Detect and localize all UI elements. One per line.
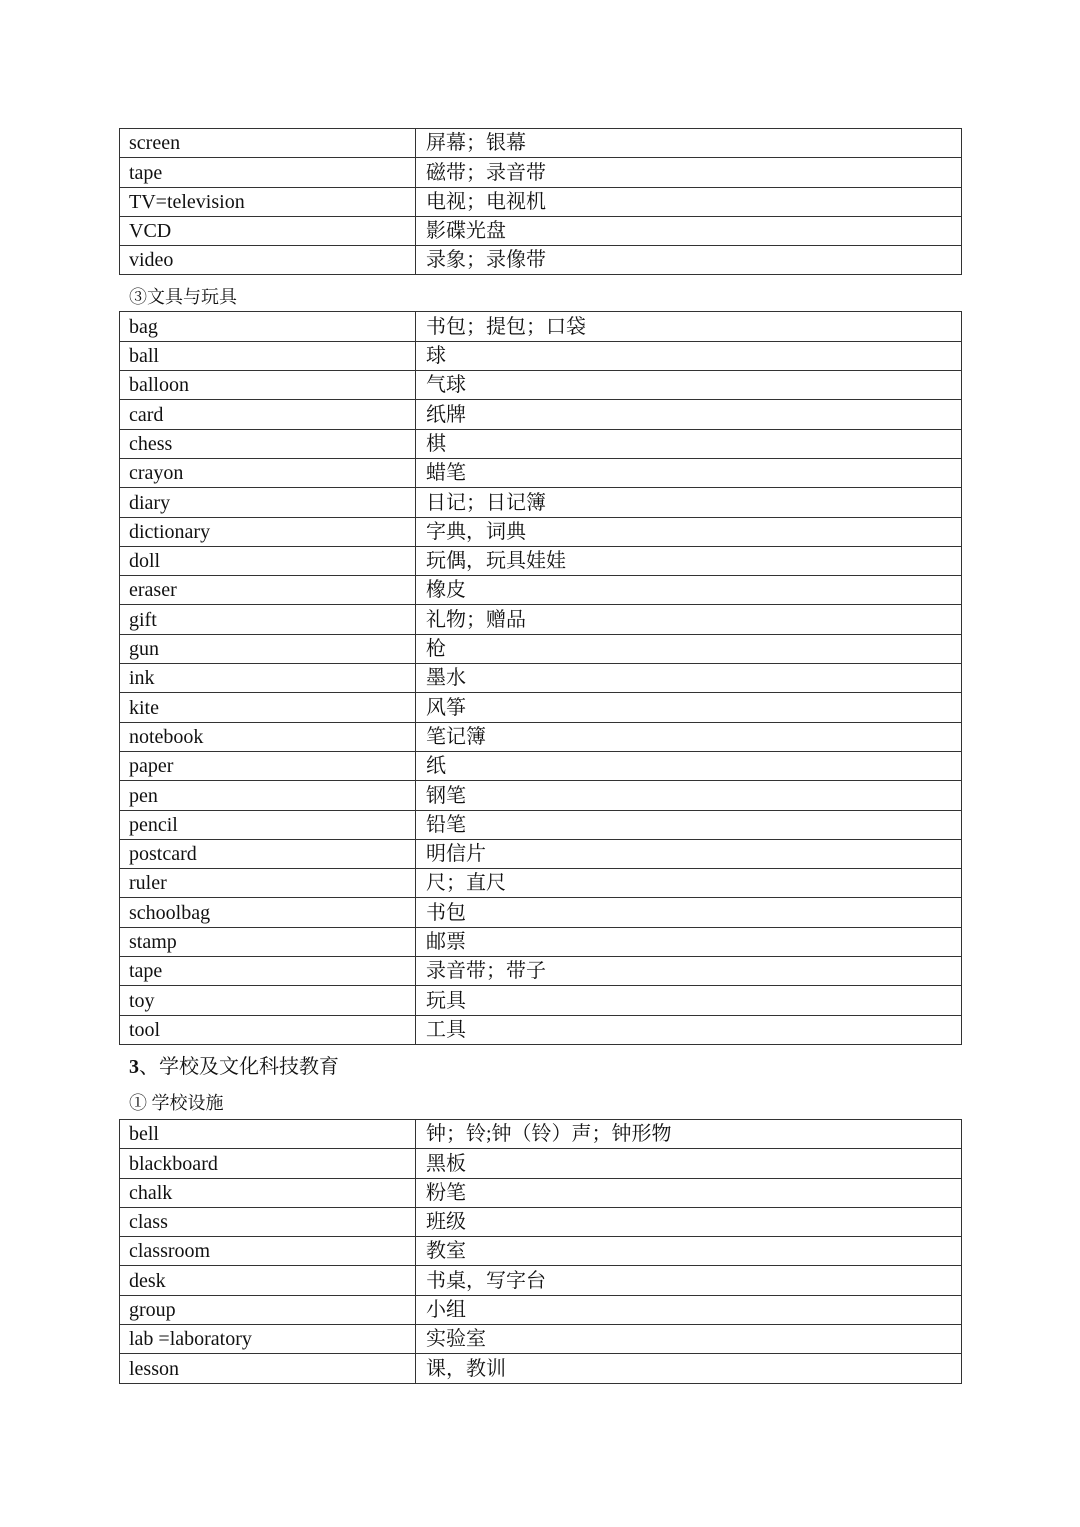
- table-row: [120, 341, 962, 370]
- english-word-cell: class: [120, 1207, 416, 1236]
- table-row: [120, 576, 962, 605]
- chinese-meaning-cell: 棋: [416, 429, 962, 458]
- english-word-cell: tool: [120, 1015, 416, 1044]
- table-row: [120, 1237, 962, 1266]
- chinese-meaning-cell: 尺；直尺: [416, 869, 962, 898]
- english-word-cell: tape: [120, 158, 416, 187]
- table-row: [120, 546, 962, 575]
- chinese-meaning-cell: 实验室: [416, 1324, 962, 1353]
- english-word-cell: card: [120, 400, 416, 429]
- chinese-meaning-cell: 书桌，写字台: [416, 1266, 962, 1295]
- english-word-cell: postcard: [120, 839, 416, 868]
- table-row: [120, 246, 962, 275]
- table-row: [120, 429, 962, 458]
- chinese-meaning-cell: 黑板: [416, 1149, 962, 1178]
- english-word-cell: screen: [120, 129, 416, 158]
- table-row: [120, 664, 962, 693]
- table-row: [120, 781, 962, 810]
- table-row: [120, 1207, 962, 1236]
- chinese-meaning-cell: 风筝: [416, 693, 962, 722]
- english-word-cell: classroom: [120, 1237, 416, 1266]
- table-row: [120, 1015, 962, 1044]
- english-word-cell: gift: [120, 605, 416, 634]
- chinese-meaning-cell: 纸牌: [416, 400, 962, 429]
- chinese-meaning-cell: 书包；提包；口袋: [416, 312, 962, 341]
- table-row: [120, 312, 962, 341]
- table-row: [120, 488, 962, 517]
- chinese-meaning-cell: 气球: [416, 371, 962, 400]
- english-word-cell: notebook: [120, 722, 416, 751]
- chinese-meaning-cell: 粉笔: [416, 1178, 962, 1207]
- table-row: [120, 869, 962, 898]
- chinese-meaning-cell: 班级: [416, 1207, 962, 1236]
- vocab-table-stationery: [119, 311, 962, 1044]
- document-page: [119, 128, 962, 1384]
- english-word-cell: desk: [120, 1266, 416, 1295]
- table-row: [120, 1178, 962, 1207]
- table-row: [120, 187, 962, 216]
- english-word-cell: VCD: [120, 216, 416, 245]
- table-row: [120, 1354, 962, 1383]
- chinese-meaning-cell: 墨水: [416, 664, 962, 693]
- chinese-meaning-cell: 玩偶，玩具娃娃: [416, 546, 962, 575]
- chinese-meaning-cell: 邮票: [416, 927, 962, 956]
- table-row: [120, 1324, 962, 1353]
- chinese-meaning-cell: 字典，词典: [416, 517, 962, 546]
- english-word-cell: pencil: [120, 810, 416, 839]
- chinese-meaning-cell: 钢笔: [416, 781, 962, 810]
- table-row: [120, 158, 962, 187]
- chinese-meaning-cell: 录象；录像带: [416, 246, 962, 275]
- subsection-title-facilities: ① 学校设施: [129, 1092, 224, 1113]
- section-title-stationery: ③文具与玩具: [129, 287, 237, 308]
- section-heading-text: 、学校及文化科技教育: [139, 1055, 339, 1078]
- chinese-meaning-cell: 录音带；带子: [416, 957, 962, 986]
- chinese-meaning-cell: 书包: [416, 898, 962, 927]
- english-word-cell: doll: [120, 546, 416, 575]
- table-row: [120, 693, 962, 722]
- chinese-meaning-cell: 屏幕；银幕: [416, 129, 962, 158]
- english-word-cell: stamp: [120, 927, 416, 956]
- chinese-meaning-cell: 教室: [416, 1237, 962, 1266]
- english-word-cell: kite: [120, 693, 416, 722]
- table-row: [120, 458, 962, 487]
- vocab-table-body: [120, 312, 962, 1044]
- english-word-cell: chalk: [120, 1178, 416, 1207]
- chinese-meaning-cell: 磁带；录音带: [416, 158, 962, 187]
- english-word-cell: group: [120, 1295, 416, 1324]
- english-word-cell: lab =laboratory: [120, 1324, 416, 1353]
- english-word-cell: ink: [120, 664, 416, 693]
- vocab-table-school: [119, 1119, 962, 1384]
- table-row: [120, 957, 962, 986]
- english-word-cell: schoolbag: [120, 898, 416, 927]
- chinese-meaning-cell: 枪: [416, 634, 962, 663]
- english-word-cell: bell: [120, 1119, 416, 1148]
- section-number: 3: [129, 1055, 139, 1078]
- table-row: [120, 898, 962, 927]
- english-word-cell: paper: [120, 751, 416, 780]
- table-row: [120, 722, 962, 751]
- table-row: [120, 371, 962, 400]
- chinese-meaning-cell: 小组: [416, 1295, 962, 1324]
- chinese-meaning-cell: 玩具: [416, 986, 962, 1015]
- english-word-cell: video: [120, 246, 416, 275]
- vocab-table-body: [120, 129, 962, 275]
- table-row: [120, 810, 962, 839]
- chinese-meaning-cell: 球: [416, 341, 962, 370]
- table-row: [120, 216, 962, 245]
- english-word-cell: pen: [120, 781, 416, 810]
- english-word-cell: eraser: [120, 576, 416, 605]
- chinese-meaning-cell: 电视；电视机: [416, 187, 962, 216]
- english-word-cell: crayon: [120, 458, 416, 487]
- table-row: [120, 927, 962, 956]
- chinese-meaning-cell: 日记；日记簿: [416, 488, 962, 517]
- table-row: [120, 1119, 962, 1148]
- english-word-cell: blackboard: [120, 1149, 416, 1178]
- chinese-meaning-cell: 蜡笔: [416, 458, 962, 487]
- table-row: [120, 1295, 962, 1324]
- english-word-cell: toy: [120, 986, 416, 1015]
- table-row: [120, 634, 962, 663]
- chinese-meaning-cell: 工具: [416, 1015, 962, 1044]
- english-word-cell: tape: [120, 957, 416, 986]
- table-row: [120, 986, 962, 1015]
- table-row: [120, 517, 962, 546]
- table-row: [120, 129, 962, 158]
- vocab-table-media: [119, 128, 962, 275]
- english-word-cell: dictionary: [120, 517, 416, 546]
- vocab-table-body: [120, 1119, 962, 1383]
- english-word-cell: balloon: [120, 371, 416, 400]
- chinese-meaning-cell: 影碟光盘: [416, 216, 962, 245]
- table-row: [120, 839, 962, 868]
- english-word-cell: diary: [120, 488, 416, 517]
- english-word-cell: bag: [120, 312, 416, 341]
- table-row: [120, 1266, 962, 1295]
- chinese-meaning-cell: 明信片: [416, 839, 962, 868]
- chinese-meaning-cell: 橡皮: [416, 576, 962, 605]
- english-word-cell: chess: [120, 429, 416, 458]
- english-word-cell: lesson: [120, 1354, 416, 1383]
- english-word-cell: gun: [120, 634, 416, 663]
- table-row: [120, 751, 962, 780]
- english-word-cell: TV=television: [120, 187, 416, 216]
- section-heading-school: [119, 1045, 962, 1083]
- table-row: [120, 400, 962, 429]
- table-row: [120, 1149, 962, 1178]
- english-word-cell: ball: [120, 341, 416, 370]
- chinese-meaning-cell: 礼物；赠品: [416, 605, 962, 634]
- english-word-cell: ruler: [120, 869, 416, 898]
- chinese-meaning-cell: 笔记簿: [416, 722, 962, 751]
- table-row: [120, 605, 962, 634]
- chinese-meaning-cell: 课，教训: [416, 1354, 962, 1383]
- chinese-meaning-cell: 钟；铃;钟（铃）声；钟形物: [416, 1119, 962, 1148]
- chinese-meaning-cell: 铅笔: [416, 810, 962, 839]
- chinese-meaning-cell: 纸: [416, 751, 962, 780]
